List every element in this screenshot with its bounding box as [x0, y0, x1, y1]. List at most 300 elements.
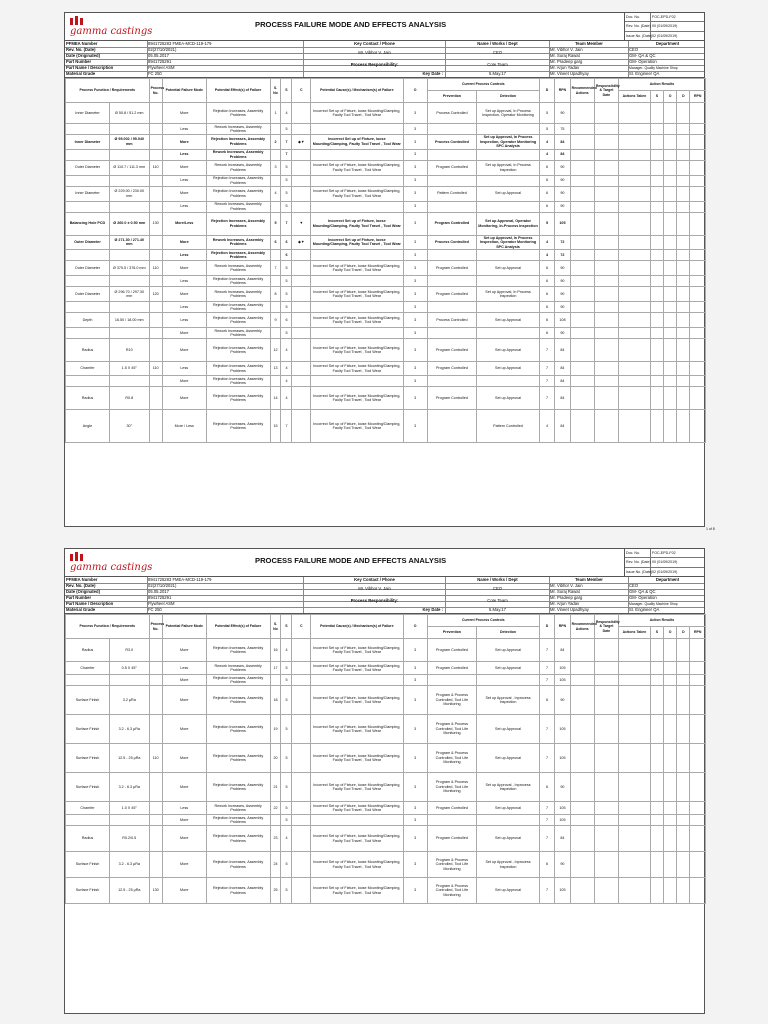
cell-result-rpn	[690, 124, 706, 135]
table-row	[66, 852, 706, 878]
cell-failure-mode: Less	[162, 313, 206, 328]
cell-recommended-actions	[570, 175, 594, 186]
cell-actions-taken	[619, 261, 651, 276]
team-member-label: Team Member	[575, 577, 603, 582]
cell-serial-no	[270, 124, 281, 135]
core-team-value: Core Team	[487, 598, 508, 603]
cell-serial-no: 22	[270, 802, 281, 815]
cell-specification: 3.2 - 6.3 μRa	[109, 773, 149, 802]
cell-prevention	[427, 149, 476, 160]
cell-specification: R3.0	[109, 639, 149, 662]
cell-result-rpn	[690, 149, 706, 160]
cell-occurrence: 3	[403, 186, 427, 201]
cell-detection: Set up Approval	[477, 387, 540, 410]
cell-severity: 5	[281, 276, 292, 287]
cell-process-no	[149, 124, 162, 135]
cell-responsibility	[594, 675, 618, 686]
cell-function: Surface Finish	[66, 773, 110, 802]
cell-responsibility	[594, 212, 618, 235]
cell-rpn: 90	[555, 261, 570, 276]
cell-result-rpn	[690, 662, 706, 675]
cell-result-d	[677, 160, 690, 175]
cell-serial-no: 23	[270, 826, 281, 852]
cell-process-no	[149, 675, 162, 686]
cell-severity: 5	[281, 773, 292, 802]
key-contact-value: Mr. Vibhor V. Jain	[358, 50, 391, 55]
cell-specification: R0.8	[109, 387, 149, 410]
col-header-rpn: RPN	[555, 79, 570, 103]
cell-responsibility	[594, 662, 618, 675]
cell-actions-taken	[619, 815, 651, 826]
cell-result-rpn	[690, 376, 706, 387]
table-row	[66, 212, 706, 235]
cell-process-no	[149, 276, 162, 287]
cell-detection-rating: 6	[539, 160, 554, 175]
cell-result-s	[650, 250, 663, 261]
cell-detection-rating: 4	[539, 250, 554, 261]
material-grade-label: Material Grade	[66, 71, 96, 76]
cell-rpn: 90	[555, 852, 570, 878]
cell-result-o	[664, 160, 677, 175]
doc-rev-label: Rev. No. (Date)	[625, 22, 651, 30]
cell-result-o	[664, 878, 677, 904]
cell-serial-no: 24	[270, 852, 281, 878]
table-row	[66, 686, 706, 715]
cell-specification: 3.2 - 6.3 μRa	[109, 715, 149, 744]
cell-specification: Ø 375.5 / 376.0 mm	[109, 261, 149, 276]
cell-classification	[292, 160, 311, 175]
cell-detection: Set up Approval	[477, 339, 540, 362]
cell-serial-no: 8	[270, 287, 281, 302]
cell-failure-mode: More	[162, 261, 206, 276]
cell-recommended-actions	[570, 135, 594, 150]
team-member-dept: GM- Operation	[629, 595, 657, 600]
cell-result-rpn	[690, 387, 706, 410]
table-row	[66, 201, 706, 212]
cell-rpn: 90	[555, 686, 570, 715]
cell-recommended-actions	[570, 201, 594, 212]
cell-cause: Incorrect Set up of Fixture, loose Mounting/Clamping, Faulty Tool Travel , Tool Wear	[311, 662, 403, 675]
cell-result-d	[677, 362, 690, 376]
cell-specification: 12.5 - 25 μRa	[109, 744, 149, 773]
cell-process-no	[149, 186, 162, 201]
cell-classification	[292, 773, 311, 802]
cell-specification: Ø 229.00 / 230.00 mm	[109, 186, 149, 201]
table-row	[66, 287, 706, 302]
cell-failure-mode: Less	[162, 802, 206, 815]
cell-prevention	[427, 175, 476, 186]
cell-serial-no: 17	[270, 662, 281, 675]
cell-occurrence: 3	[403, 362, 427, 376]
logo-mark-icon	[70, 552, 90, 562]
cell-result-rpn	[690, 212, 706, 235]
doc-issue-value: 02 (01/09/2019)	[652, 569, 678, 574]
document-control-box	[624, 549, 704, 577]
cell-result-s	[650, 328, 663, 339]
part-number-value: 8941725291	[148, 595, 172, 600]
cell-severity: 4	[281, 103, 292, 124]
cell-classification	[292, 201, 311, 212]
cell-occurrence: 3	[403, 773, 427, 802]
cell-actions-taken	[619, 376, 651, 387]
cell-cause: Incorrect Set up of Fixture, loose Mounting/Clamping, Faulty Tool Travel , Tool Wear	[311, 410, 403, 443]
cell-result-rpn	[690, 287, 706, 302]
cell-severity: 5	[281, 201, 292, 212]
cell-result-s	[650, 662, 663, 675]
team-member-name: Mr. Vineet Upadhyay	[550, 71, 589, 76]
cell-detection: Set up Approval	[477, 826, 540, 852]
cell-occurrence: 3	[403, 852, 427, 878]
cell-cause	[311, 175, 403, 186]
cell-cause: Incorrect Set up of Fixture, loose Mounting/Clamping, Faulty Tool Travel , Tool Wear	[311, 261, 403, 276]
cell-detection: Set up Approval , Inprocess Inspection	[477, 773, 540, 802]
fmea-info-block	[65, 41, 704, 78]
cell-recommended-actions	[570, 387, 594, 410]
cell-process-no: 110	[149, 160, 162, 175]
cell-actions-taken	[619, 744, 651, 773]
cell-occurrence: 3	[403, 802, 427, 815]
cell-actions-taken	[619, 235, 651, 250]
cell-responsibility	[594, 852, 618, 878]
cell-responsibility	[594, 826, 618, 852]
cell-effect: Rejection Increases, Assembly Problems	[206, 212, 270, 235]
cell-classification	[292, 302, 311, 313]
cell-function	[66, 175, 110, 186]
cell-specification	[109, 815, 149, 826]
cell-specification: R0.2/0.5	[109, 826, 149, 852]
key-contact-label: Key Contact / Phone	[354, 577, 395, 582]
cell-serial-no	[270, 276, 281, 287]
cell-cause: Incorrect Set up of Fixture, loose Mounting/Clamping, Faulty Tool Travel , Tool Wear	[311, 339, 403, 362]
cell-severity: 5	[281, 261, 292, 276]
cell-failure-mode: More	[162, 103, 206, 124]
cell-occurrence: 3	[403, 212, 427, 235]
cell-detection-rating: 7	[539, 802, 554, 815]
cell-actions-taken	[619, 852, 651, 878]
cell-result-o	[664, 302, 677, 313]
cell-detection-rating: 7	[539, 826, 554, 852]
cell-actions-taken	[619, 715, 651, 744]
col-header-result-rpn: RPN	[690, 91, 706, 103]
cell-result-o	[664, 362, 677, 376]
cell-prevention: Program & Process Controlled, Tool Life Monitoring	[427, 773, 476, 802]
cell-recommended-actions	[570, 715, 594, 744]
cell-detection: Set up Approval, In Process Inspection	[477, 160, 540, 175]
cell-result-d	[677, 773, 690, 802]
cell-process-no	[149, 715, 162, 744]
team-member-dept: GM- Operation	[629, 59, 657, 64]
cell-result-o	[664, 201, 677, 212]
process-responsibility-label: Process Responsibility:	[350, 598, 399, 603]
part-desc-label: Part Name / Description	[66, 65, 114, 70]
cell-recommended-actions	[570, 124, 594, 135]
cell-cause: Incorrect Set up of Fixture, loose Mounting/Clamping, Faulty Tool Travel , Tool Wear	[311, 802, 403, 815]
col-header-process-no: Process No.	[149, 79, 162, 103]
cell-result-rpn	[690, 744, 706, 773]
cell-effect: Rework Increases, Assembly Problems	[206, 160, 270, 175]
cell-result-o	[664, 186, 677, 201]
cell-rpn: 105	[555, 878, 570, 904]
cell-result-s	[650, 287, 663, 302]
cell-actions-taken	[619, 339, 651, 362]
cell-cause: Incorrect Set up of Fixture, loose Mounting/Clamping, Faulty Tool Travel , Tool Wear	[311, 160, 403, 175]
cell-rpn: 90	[555, 175, 570, 186]
cell-detection	[477, 175, 540, 186]
cell-severity: 4	[281, 339, 292, 362]
cell-detection	[477, 201, 540, 212]
cell-rpn: 84	[555, 376, 570, 387]
pfmea-page-1	[64, 12, 705, 527]
cell-actions-taken	[619, 302, 651, 313]
cell-result-rpn	[690, 175, 706, 186]
col-header-c: C	[292, 79, 311, 103]
cell-failure-mode: More	[162, 235, 206, 250]
cell-occurrence: 3	[403, 328, 427, 339]
cell-rpn: 105	[555, 715, 570, 744]
cell-result-d	[677, 287, 690, 302]
cell-detection: Set up Approval	[477, 639, 540, 662]
cell-effect: Rejection Increases, Assembly Problems	[206, 826, 270, 852]
material-grade-value: FC 250	[148, 71, 162, 76]
col-header-o: O	[403, 615, 427, 639]
cell-effect: Rejection Increases, Assembly Problems	[206, 773, 270, 802]
col-header-s: S	[281, 79, 292, 103]
cell-specification	[109, 149, 149, 160]
col-header-actions-taken: Actions Taken	[619, 91, 651, 103]
cell-specification: Ø 110.7 / 111.3 mm	[109, 160, 149, 175]
cell-detection	[477, 376, 540, 387]
col-header-effect: Potential Effect(s) of Failure	[206, 79, 270, 103]
cell-result-s	[650, 124, 663, 135]
cell-rpn: 90	[555, 302, 570, 313]
cell-serial-no: 2	[270, 135, 281, 150]
cell-responsibility	[594, 149, 618, 160]
col-header-result-o: O	[664, 627, 677, 639]
cell-classification	[292, 186, 311, 201]
cell-classification	[292, 802, 311, 815]
cell-function: Chamfer	[66, 362, 110, 376]
cell-rpn: 90	[555, 276, 570, 287]
cell-result-s	[650, 387, 663, 410]
cell-actions-taken	[619, 878, 651, 904]
cell-result-s	[650, 313, 663, 328]
col-header-function: Process Function / Requirements	[66, 79, 150, 103]
cell-recommended-actions	[570, 149, 594, 160]
cell-specification: Ø 271.30 / 271.40 mm	[109, 235, 149, 250]
cell-result-s	[650, 149, 663, 160]
key-date-value: 5.May.17	[489, 607, 506, 612]
cell-recommended-actions	[570, 802, 594, 815]
date-value: 05.05.2017	[148, 53, 169, 58]
cell-responsibility	[594, 773, 618, 802]
cell-rpn: 105	[555, 675, 570, 686]
team-member-dept: Sr. Engineer QA	[629, 71, 660, 76]
cell-serial-no	[270, 675, 281, 686]
cell-cause: Incorrect Set up of Fixture, loose Mounting/Clamping, Faulty Tool Travel , Tool Wear	[311, 135, 403, 150]
cell-cause	[311, 675, 403, 686]
cell-severity: 6	[281, 313, 292, 328]
cell-classification	[292, 149, 311, 160]
col-header-result-s: S	[650, 91, 663, 103]
cell-function	[66, 302, 110, 313]
cell-function: Surface Finish	[66, 686, 110, 715]
cell-function: Depth	[66, 313, 110, 328]
col-header-s: S	[281, 615, 292, 639]
cell-result-rpn	[690, 276, 706, 287]
cell-severity: 4	[281, 639, 292, 662]
cell-detection-rating: 7	[539, 715, 554, 744]
cell-classification	[292, 852, 311, 878]
col-header-result-rpn: RPN	[690, 627, 706, 639]
pfmea-number-value: 8941725283 FMEA-MCD-119-179	[148, 41, 212, 46]
cell-result-rpn	[690, 802, 706, 815]
doc-issue-value: 02 (01/09/2019)	[652, 33, 678, 38]
cell-occurrence: 3	[403, 662, 427, 675]
cell-effect: Rework Increases, Assembly Problems	[206, 261, 270, 276]
cell-process-no: 120	[149, 287, 162, 302]
cell-cause	[311, 201, 403, 212]
cell-occurrence: 3	[403, 815, 427, 826]
cell-result-o	[664, 744, 677, 773]
cell-rpn: 84	[555, 387, 570, 410]
cell-rpn: 108	[555, 313, 570, 328]
cell-prevention: Program Controlled	[427, 212, 476, 235]
cell-result-s	[650, 235, 663, 250]
document-control-box	[624, 13, 704, 41]
cell-occurrence: 3	[403, 250, 427, 261]
key-date-value: 5.May.17	[489, 71, 506, 76]
team-member-name: Mr. Vineet Upadhyay	[550, 607, 589, 612]
department-label: Department	[655, 577, 680, 582]
cell-result-rpn	[690, 675, 706, 686]
cell-process-no	[149, 410, 162, 443]
cell-result-s	[650, 826, 663, 852]
cell-result-rpn	[690, 313, 706, 328]
cell-severity: 5	[281, 186, 292, 201]
cell-result-o	[664, 261, 677, 276]
cell-result-rpn	[690, 362, 706, 376]
cell-result-d	[677, 261, 690, 276]
cell-occurrence: 3	[403, 160, 427, 175]
cell-severity: 5	[281, 802, 292, 815]
col-header-prevention: Prevention	[427, 91, 476, 103]
cell-actions-taken	[619, 103, 651, 124]
cell-responsibility	[594, 339, 618, 362]
cell-prevention: Program Controlled	[427, 339, 476, 362]
cell-process-no	[149, 773, 162, 802]
col-header-detection: Detection	[477, 627, 540, 639]
cell-result-s	[650, 376, 663, 387]
logo-text: gamma castings	[70, 26, 153, 37]
cell-rpn: 90	[555, 103, 570, 124]
cell-rpn: 105	[555, 212, 570, 235]
key-date-label: Key Date :	[422, 607, 443, 612]
cell-failure-mode: More	[162, 186, 206, 201]
cell-result-rpn	[690, 410, 706, 443]
cell-result-s	[650, 135, 663, 150]
cell-failure-mode: Less	[162, 250, 206, 261]
table-row	[66, 410, 706, 443]
cell-actions-taken	[619, 250, 651, 261]
cell-effect: Rework Increases, Assembly Problems	[206, 149, 270, 160]
cell-specification	[109, 675, 149, 686]
cell-failure-mode: More	[162, 639, 206, 662]
cell-prevention: Program Controlled	[427, 362, 476, 376]
cell-recommended-actions	[570, 276, 594, 287]
table-row	[66, 387, 706, 410]
doc-rev-value: 00 (01/09/2019)	[652, 560, 678, 565]
cell-specification: Ø 50.8 / 51.2 mm	[109, 103, 149, 124]
cell-actions-taken	[619, 662, 651, 675]
cell-classification	[292, 261, 311, 276]
cell-classification	[292, 287, 311, 302]
cell-prevention: Program Controlled	[427, 662, 476, 675]
cell-failure-mode: More	[162, 387, 206, 410]
cell-classification	[292, 675, 311, 686]
cell-occurrence: 3	[403, 235, 427, 250]
cell-classification	[292, 410, 311, 443]
cell-cause: Incorrect Set up of Fixture, loose Mounting/Clamping, Faulty Tool Travel , Tool Wear	[311, 387, 403, 410]
cell-process-no	[149, 328, 162, 339]
col-header-responsibility: Responsibility & Target Date	[594, 79, 618, 103]
cell-prevention	[427, 201, 476, 212]
logo-text: gamma castings	[70, 562, 153, 573]
cell-function: Inner Diameter	[66, 103, 110, 124]
cell-responsibility	[594, 235, 618, 250]
team-member-dept: CEO	[629, 583, 639, 588]
cell-result-o	[664, 276, 677, 287]
cell-classification	[292, 662, 311, 675]
cell-classification	[292, 715, 311, 744]
cell-severity: 5	[281, 715, 292, 744]
cell-recommended-actions	[570, 103, 594, 124]
cell-prevention	[427, 328, 476, 339]
cell-recommended-actions	[570, 686, 594, 715]
cell-responsibility	[594, 124, 618, 135]
cell-specification: Ø 95.002 / 95.040 mm	[109, 135, 149, 150]
cell-function: Inner Diameter	[66, 135, 110, 150]
pfmea-number-value: 8941725283 FMEA-MCD-119-179	[148, 577, 212, 582]
cell-result-o	[664, 715, 677, 744]
cell-failure-mode: More / Less	[162, 410, 206, 443]
col-header-process-no: Process No.	[149, 615, 162, 639]
rev-value: 02(27/10/2021)	[148, 47, 177, 52]
cell-result-d	[677, 410, 690, 443]
cell-effect: Rejection Increases, Assembly Problems	[206, 376, 270, 387]
cell-result-o	[664, 212, 677, 235]
part-desc-value: Flywheel ASM	[148, 601, 175, 606]
cell-specification	[109, 124, 149, 135]
cell-function: Surface Finish	[66, 878, 110, 904]
logo-mark-icon	[70, 16, 90, 26]
document-title: PROCESS FAILURE MODE AND EFFECTS ANALYSIS	[255, 20, 447, 29]
ceo-value: CEO	[492, 586, 503, 591]
cell-responsibility	[594, 261, 618, 276]
cell-effect: Rework Increases, Assembly Problems	[206, 662, 270, 675]
cell-result-o	[664, 639, 677, 662]
cell-actions-taken	[619, 362, 651, 376]
col-header-recommended: Recommended Actions	[570, 79, 594, 103]
cell-detection-rating: 7	[539, 662, 554, 675]
table-row	[66, 261, 706, 276]
cell-process-no	[149, 815, 162, 826]
cell-detection-rating: 6	[539, 261, 554, 276]
cell-function: Surface Finish	[66, 852, 110, 878]
cell-detection-rating: 6	[539, 186, 554, 201]
cell-process-no	[149, 826, 162, 852]
col-header-results: Action Results	[619, 615, 706, 627]
cell-effect: Rejection Increases, Assembly Problems	[206, 103, 270, 124]
